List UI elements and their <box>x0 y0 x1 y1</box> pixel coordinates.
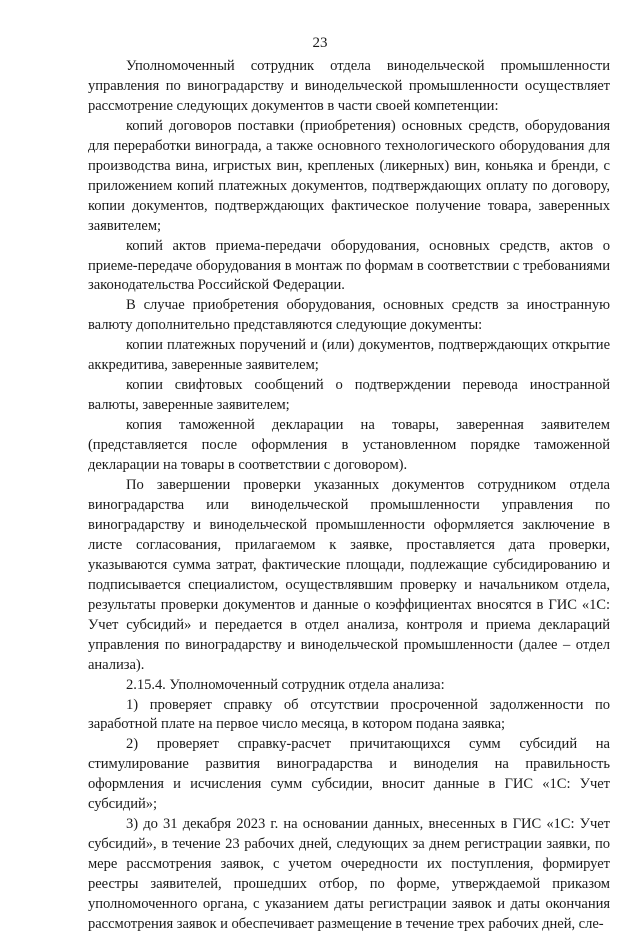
paragraph: копия таможенной декларации на товары, заверенная заявителем (представляется после оформления в установленном порядке таможенной декларации на товары в соответствии с договором). <box>88 417 610 474</box>
page-number: 23 <box>312 35 328 51</box>
paragraph: копии свифтовых сообщений о подтверждении перевода иностранной валюты, заверенные заявителем; <box>88 377 610 414</box>
list-item: 3) до 31 декабря 2023 г. на основании данных, внесенных в ГИС «1С: Учет субсидий», в течение 23 рабочих дней, следующих за днем регистрации заявки, по мере рассмотрения заявок, с учетом очередности их поступления, формирует реестры заявителей, прошедших отбор, по форме, утверждаемой приказом уполномоченного органа, с указанием даты регистрации заявок и даты окончания рассмотрения заявок и обеспечивает размещение в течение трех рабочих дней, сле- <box>88 816 610 932</box>
body-text <box>88 57 610 935</box>
paragraph: В случае приобретения оборудования, основных средств за иностранную валюту дополнительно представляются следующие документы: <box>88 297 610 334</box>
paragraph: копий договоров поставки (приобретения) основных средств, оборудования для переработки винограда, а также основного технологического оборудования для производства вина, игристых вин, крепленых (ликерных) вин, коньяка и бренди, с приложением копий платежных документов, подтверждающих оплату по договору, копии документов, подтверждающих фактическое получение товара, заверенных заявителем; <box>88 117 610 234</box>
paragraph: Уполномоченный сотрудник отдела винодельческой промышленности управления по виноградарству и винодельческой промышленности осуществляет рассмотрение следующих документов в части своей компетенции: <box>88 58 610 114</box>
section-heading: 2.15.4. Уполномоченный сотрудник отдела анализа: <box>126 676 445 693</box>
paragraph: копий актов приема-передачи оборудования, основных средств, актов о приеме-передаче оборудования в монтаж по формам в соответствии с требованиями законодательства Российской Федерации. <box>88 237 610 294</box>
list-item: 1) проверяет справку об отсутствии просроченной задолженности по заработной плате на первое число месяца, в котором подана заявка; <box>88 696 610 733</box>
paragraph: копии платежных поручений и (или) документов, подтверждающих открытие аккредитива, заверенные заявителем; <box>88 337 610 374</box>
list-item: 2) проверяет справку-расчет причитающихся сумм субсидий на стимулирование развития виноградарства и виноделия на правильность оформления и исчисления сумм субсидии, вносит данные в ГИС «1С: Учет субсидий»; <box>88 736 610 813</box>
paragraph: По завершении проверки указанных документов сотрудником отдела виноградарства или винодельческой промышленности управления по виноградарству и винодельческой промышленности оформляется заключение в листе согласования, прилагаемом к заявке, проставляется дата проверки, указываются сумма затрат, фактические площади, подлежащие субсидированию и подписывается специалистом, осуществлявшим проверку и начальником отдела, результаты проверки документов и данные о коэффициентах вносятся в ГИС «1С: Учет субсидий» и передается в отдел анализа, контроля и приема деклараций управления по виноградарству и винодельческой промышленности (далее – отдел анализа). <box>88 477 610 673</box>
